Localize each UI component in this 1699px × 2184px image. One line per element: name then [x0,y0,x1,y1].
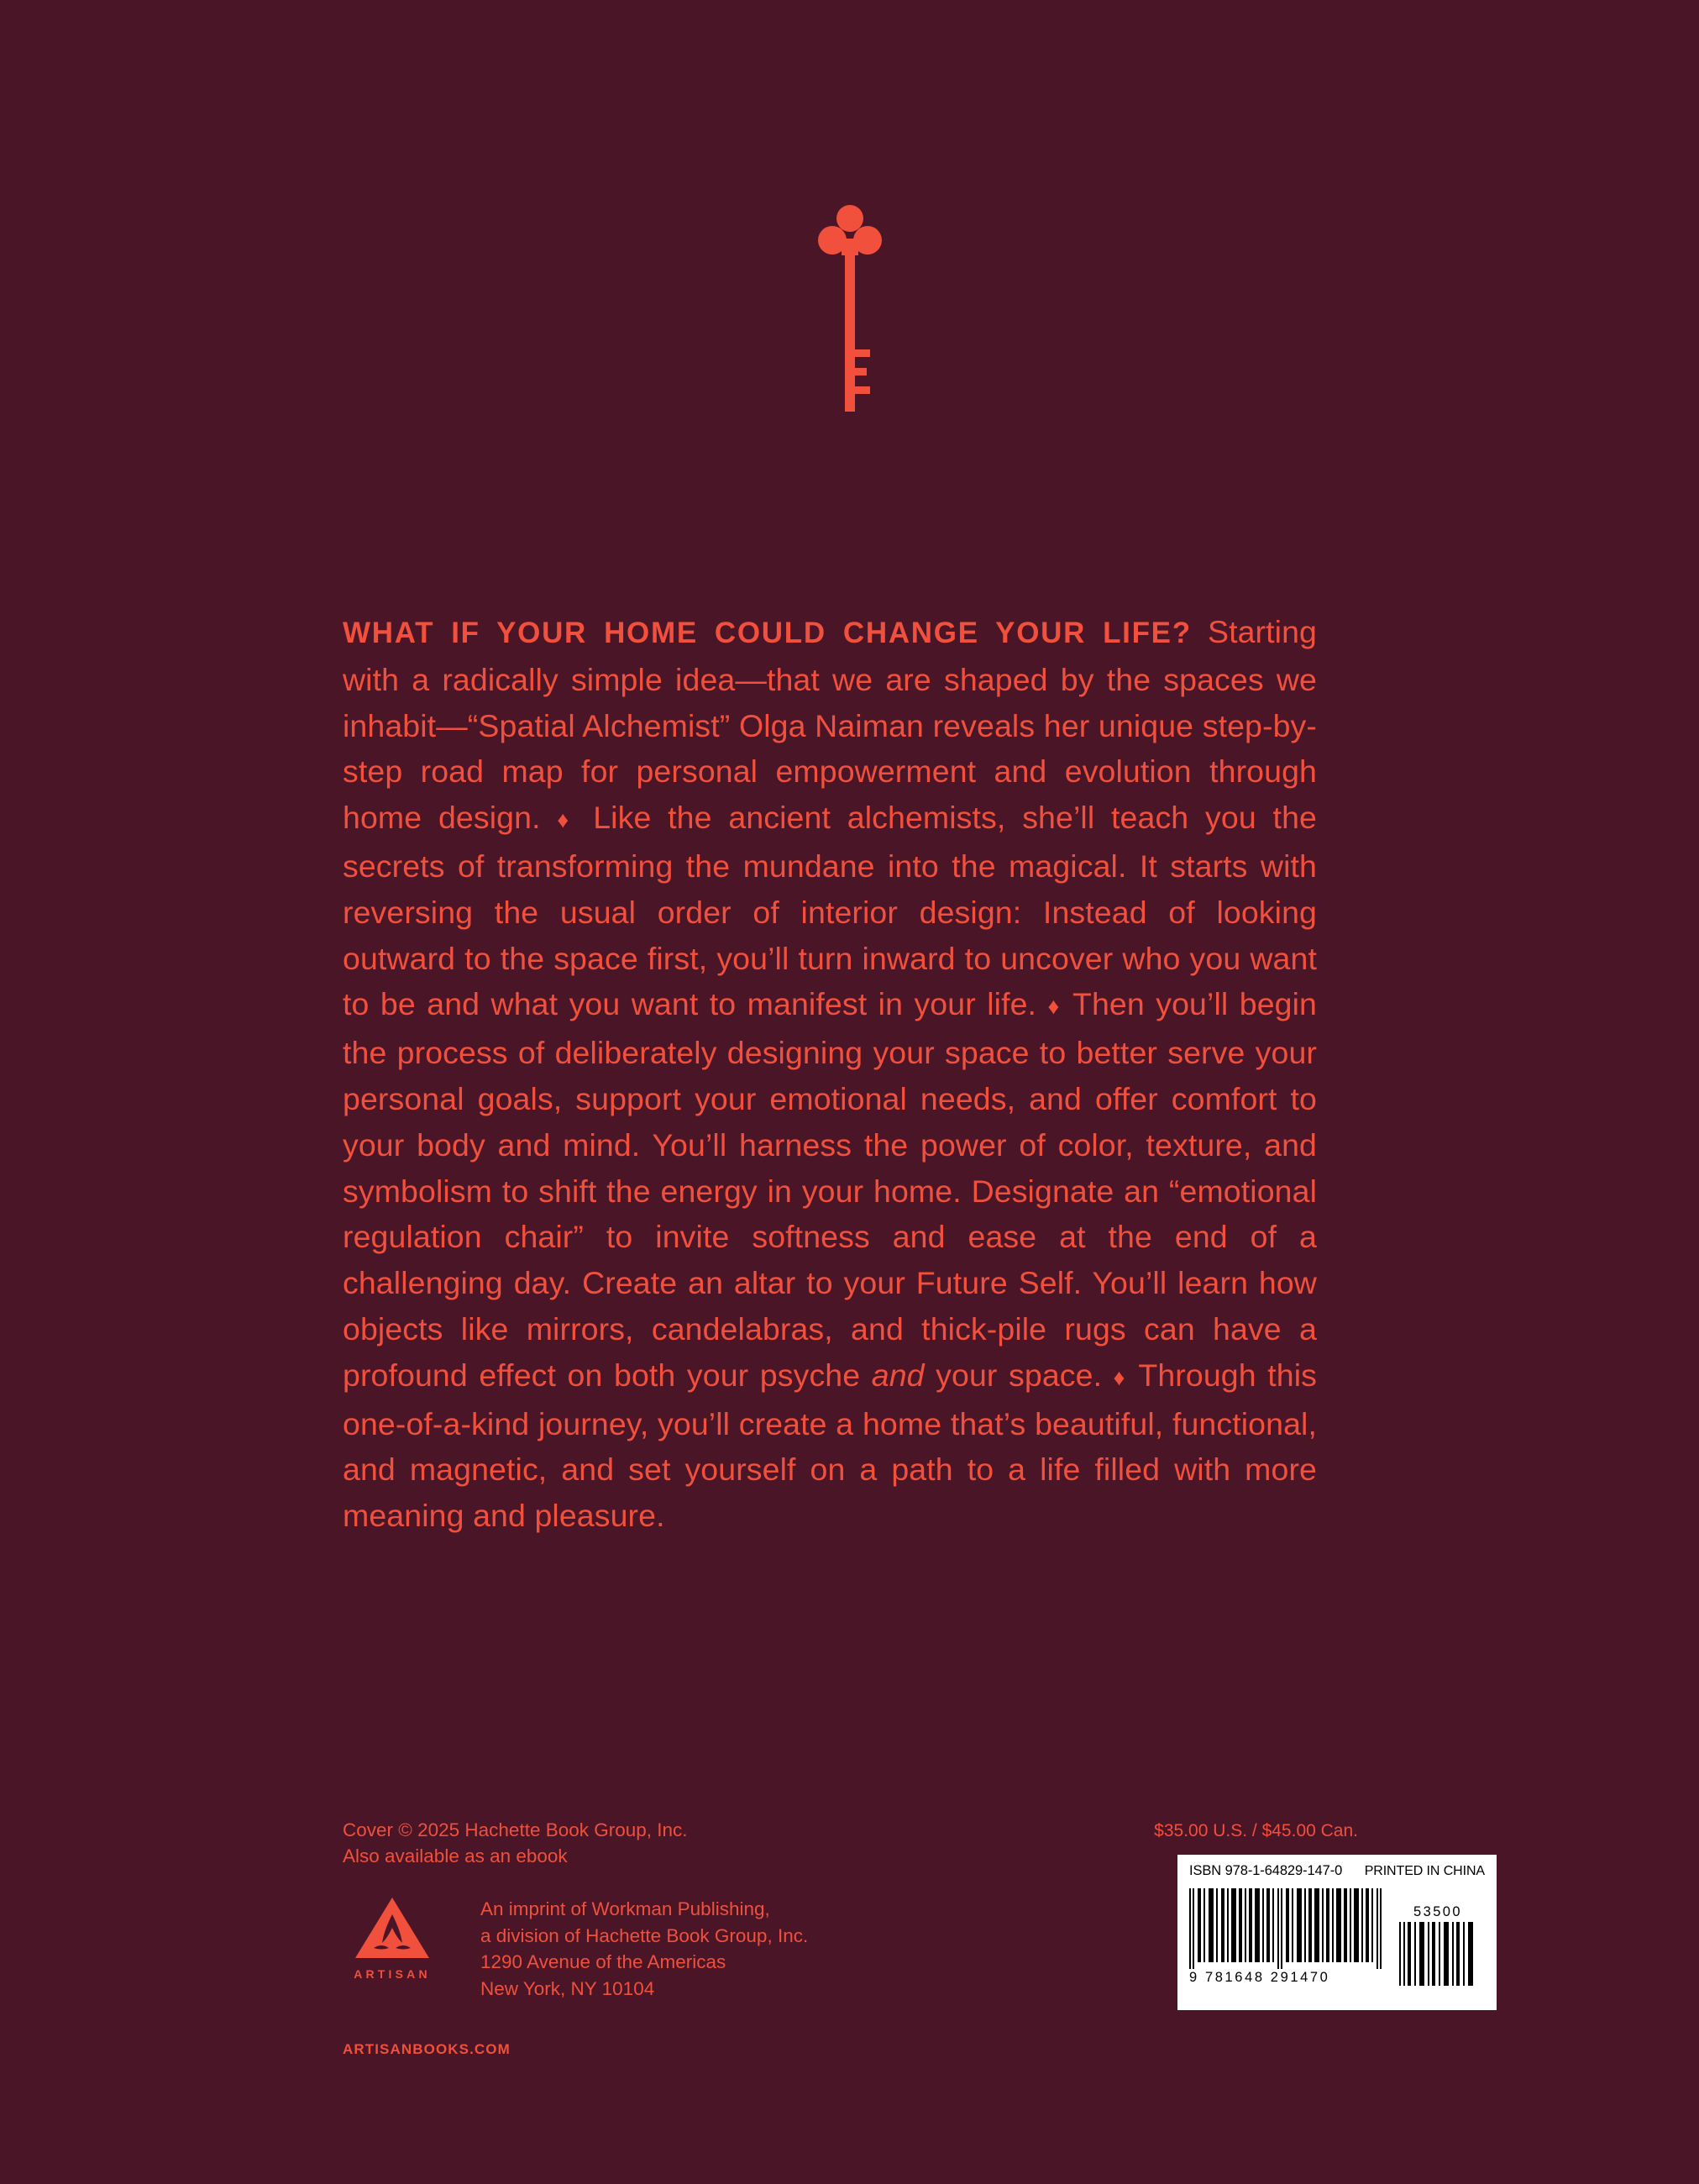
printed-in-label: PRINTED IN CHINA [1364,1864,1485,1878]
ean13-digits: 9 781648 291470 [1189,1970,1330,1985]
blurb-paragraph-2: Like the ancient alchemists, she’ll teach you the secrets of transforming the mundane into the magical. It starts with reversing the usual order of interior design: Instead of looking outward to the space first, you’ll turn inward to uncover who you want to be and what you want to manifest in your life. [343,800,1317,1022]
artisan-mountain-icon [354,1896,431,1960]
imprint-line-4: New York, NY 10104 [480,1977,655,1999]
copyright-line-1: Cover © 2025 Hachette Book Group, Inc. [343,1819,688,1840]
addon-bars [1399,1922,1476,1986]
publisher-logo-wordmark: ARTISAN [354,1967,431,1981]
imprint-address [480,1893,808,2002]
blurb-text [343,609,1317,1539]
blurb-paragraph-3a: Then you’ll begin the process of deliberately designing your space to better serve your personal goals, support your emotional needs, and offer comfort to your body and mind. You’ll harness the power of color, texture, and symbolism to shift the energy in your home. Designate an “emotional regulation chair” to invite softness and ease at the end of a challenging day. Create an altar to your Future Self. You’ll learn how objects like mirrors, candelabras, and thick-pile rugs can have a profound effect on both your psyche [343,986,1317,1393]
key-icon [804,200,896,418]
barcode-header [1189,1863,1485,1879]
imprint-line-1: An imprint of Workman Publishing, [480,1898,770,1919]
addon-barcode [1399,1904,1476,1986]
ean13-barcode [1189,1888,1384,1986]
blurb-paragraph-4: Through this one-of-a-kind journey, you’ll create a home that’s beautiful, functional, and magnetic, and set yourself on a path to a life filled with more meaning and pleasure. [343,1357,1317,1534]
ean13-bars [1189,1888,1384,1969]
publisher-logo [343,1893,442,1981]
addon-digits: 53500 [1413,1904,1462,1919]
copyright-line-2: Also available as an ebook [343,1845,568,1866]
diamond-separator-2: ♦ [1047,994,1062,1020]
price-label: $35.00 U.S. / $45.00 Can. [1154,1821,1358,1840]
publisher-website[interactable]: ARTISANBOOKS.COM [343,2041,511,2057]
barcode-bars-row [1189,1888,1485,1986]
diamond-separator-3: ♦ [1113,1364,1128,1390]
barcode-block [1177,1855,1497,2010]
copyright-block [343,1817,688,1869]
imprint-block [343,1893,808,2002]
imprint-line-3: 1290 Avenue of the Americas [480,1951,726,1972]
isbn-label: ISBN 978-1-64829-147-0 [1189,1863,1343,1878]
blurb-emphasis: and [871,1357,925,1393]
imprint-line-2: a division of Hachette Book Group, Inc. [480,1924,809,1946]
key-ornament [0,200,1699,418]
blurb-headline: WHAT IF YOUR HOME COULD CHANGE YOUR LIFE? [343,617,1192,649]
blurb-paragraph-1: Starting with a radically simple idea—that we are shaped by the spaces we inhabit—“Spatial Alchemist” Olga Naiman reveals her unique step-by-step road map for personal empowerment and evolution through home design. [343,614,1317,836]
diamond-separator-1: ♦ [557,807,577,833]
blurb-paragraph-3b: your space. [924,1357,1103,1393]
